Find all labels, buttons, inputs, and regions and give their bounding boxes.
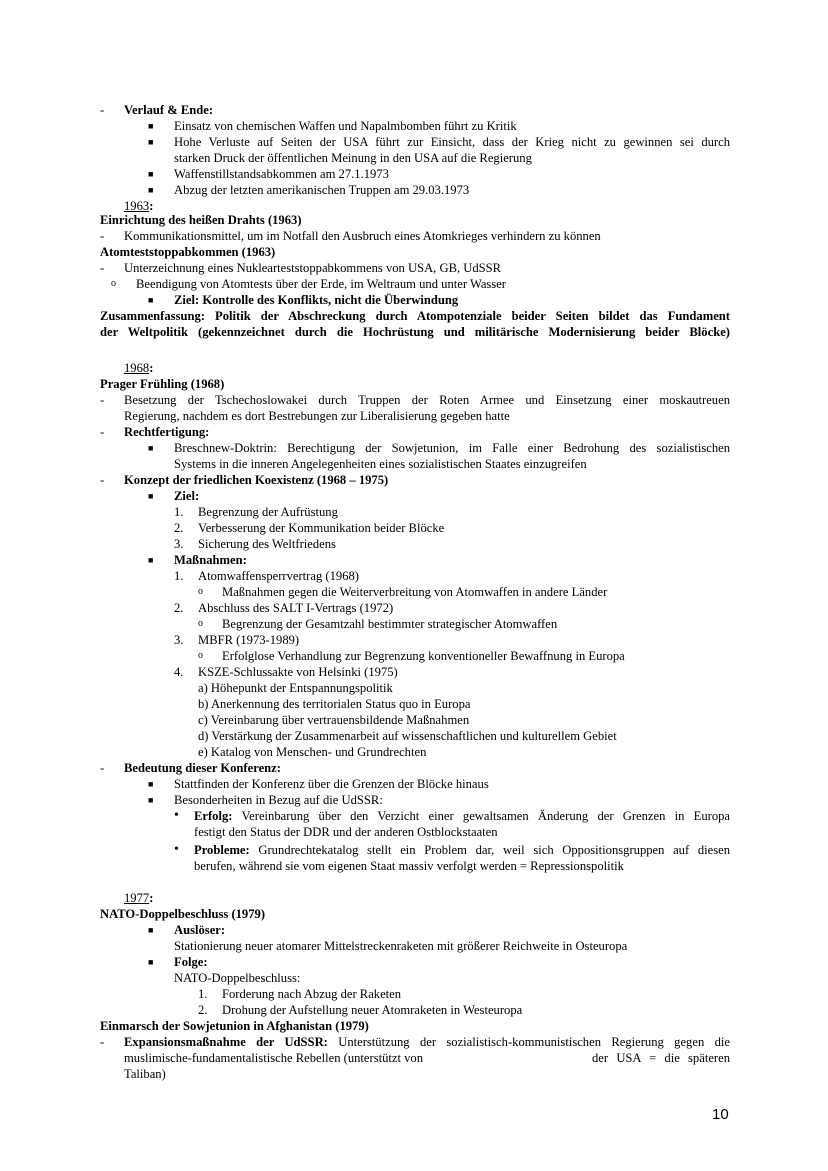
summary-line-1: Zusammenfassung: Politik der Abschreckung durch Atompotenziale beider Seiten bildet das Fundament <box>100 309 730 323</box>
dash-bullet: - <box>100 261 105 275</box>
list-item: Abzug der letzten amerikanischen Truppen am 29.03.1973 <box>174 183 470 197</box>
list-number: 2. <box>198 1003 208 1017</box>
square-bullet: ■ <box>148 295 154 305</box>
ksze-item: e) Katalog von Menschen- und Grundrechten <box>198 745 427 759</box>
topic-title: Einrichtung des heißen Drahts (1963) <box>100 213 302 227</box>
problems-label: Probleme: <box>194 843 250 857</box>
square-bullet: ■ <box>148 491 154 501</box>
problems-text: Grundrechtekatalog stellt ein Problem dar, weil sich Oppositionsgruppen auf diesen <box>258 843 730 857</box>
square-bullet: ■ <box>148 443 154 453</box>
ksze-item: d) Verstärkung der Zusammenarbeit auf wissenschaftlichen und kulturellem Gebiet <box>198 729 617 743</box>
list-item: Breschnew-Doktrin: Berechtigung der Sowjetunion, im Falle einer Bedrohung des sozialistischen <box>174 441 730 455</box>
circle-bullet: o <box>198 650 203 661</box>
numbered-item: KSZE-Schlussakte von Helsinki (1975) <box>198 665 398 679</box>
topic-text-continuation: Regierung, nachdem es dort Bestrebungen zur Liberalisierung gegeben hatte <box>124 409 510 423</box>
list-item: Einsatz von chemischen Waffen und Napalmbomben führt zu Kritik <box>174 119 517 133</box>
result-label: Folge: <box>174 955 208 969</box>
square-bullet: ■ <box>148 169 154 179</box>
topic-text: Besetzung der Tschechoslowakei durch Truppen der Roten Armee und Einsetzung einer moskautreuen <box>124 393 730 407</box>
topic-text: Unterzeichnung eines Nuklearteststoppabkommens von USA, GB, UdSSR <box>124 261 502 275</box>
expansion-text-part: muslimische-fundamentalistische Rebellen (unterstützt von <box>124 1051 424 1065</box>
trigger-label: Auslöser: <box>174 923 226 937</box>
square-bullet: ■ <box>148 555 154 565</box>
success-continuation: festigt den Status der DDR und der anderen Ostblockstaaten <box>194 825 498 839</box>
dash-bullet: - <box>100 229 105 243</box>
sub-item: Erfolglose Verhandlung zur Begrenzung konventioneller Bewaffnung in Europa <box>222 649 625 663</box>
dash-bullet: - <box>100 1035 105 1049</box>
dash-bullet: - <box>100 103 105 117</box>
circle-bullet: o <box>111 278 116 289</box>
square-bullet: ■ <box>148 795 154 805</box>
success-text: Vereinbarung über den Verzicht einer gewaltsamen Änderung der Grenzen in Europa <box>241 809 731 823</box>
list-number: 3. <box>174 537 184 551</box>
trigger-text: Stationierung neuer atomarer Mittelstreckenraketen mit größerer Reichweite in Osteuropa <box>174 939 628 953</box>
success-line <box>194 808 730 824</box>
square-bullet: ■ <box>148 925 154 935</box>
numbered-item: Drohung der Aufstellung neuer Atomraketen in Westeuropa <box>222 1003 523 1017</box>
problems-line <box>194 842 730 858</box>
list-item-continuation: starken Druck der öffentlichen Meinung in den USA auf die Regierung <box>174 151 532 165</box>
list-number: 3. <box>174 633 184 647</box>
year-colon: : <box>149 891 154 905</box>
section-heading: Verlauf & Ende: <box>124 103 214 117</box>
numbered-item: Abschluss des SALT I-Vertrags (1972) <box>198 601 394 615</box>
topic-title: Prager Frühling (1968) <box>100 377 225 391</box>
dash-bullet: - <box>100 425 105 439</box>
topic-title: Einmarsch der Sowjetunion in Afghanistan (1979) <box>100 1019 369 1033</box>
year-colon: : <box>149 199 154 213</box>
sub-item: Maßnahmen gegen die Weiterverbreitung von Atomwaffen in andere Länder <box>222 585 608 599</box>
list-item: Stattfinden der Konferenz über die Grenzen der Blöcke hinaus <box>174 777 489 791</box>
expansion-line <box>124 1034 730 1050</box>
ksze-item: a) Höhepunkt der Entspannungspolitik <box>198 681 393 695</box>
circle-bullet: o <box>198 618 203 629</box>
subsection-heading: Konzept der friedlichen Koexistenz (1968 – 1975) <box>124 473 389 487</box>
circle-bullet: o <box>198 586 203 597</box>
square-bullet: ■ <box>148 779 154 789</box>
square-bullet: ■ <box>148 121 154 131</box>
expansion-label: Expansionsmaßnahme der UdSSR: <box>124 1035 328 1049</box>
topic-text: Beendigung von Atomtests über der Erde, im Weltraum und unter Wasser <box>136 277 506 291</box>
list-item: Waffenstillstandsabkommen am 27.1.1973 <box>174 167 389 181</box>
page-number: 10 <box>712 1106 729 1123</box>
subsection-heading: Bedeutung dieser Konferenz: <box>124 761 281 775</box>
expansion-text-part: der USA = die späteren <box>592 1051 730 1065</box>
list-item: Hohe Verluste auf Seiten der USA führt zur Einsicht, dass der Krieg nicht zu gewinnen sei durch <box>174 135 730 149</box>
problems-continuation: berufen, während sie vom eigenen Staat massiv verfolgt werden = Repressionspolitik <box>194 859 624 873</box>
goal-text: Ziel: Kontrolle des Konflikts, nicht die Überwindung <box>174 293 459 307</box>
topic-title: Atomteststoppabkommen (1963) <box>100 245 276 259</box>
square-bullet: ■ <box>148 185 154 195</box>
round-bullet: • <box>174 808 179 823</box>
subsection-heading: Rechtfertigung: <box>124 425 210 439</box>
square-bullet: ■ <box>148 957 154 967</box>
year-label: 1963 <box>124 199 150 213</box>
dash-bullet: - <box>100 393 105 407</box>
result-text: NATO-Doppelbeschluss: <box>174 971 301 985</box>
year-heading <box>124 890 153 906</box>
list-number: 1. <box>174 505 184 519</box>
summary-line-2: der Weltpolitik (gekennzeichnet durch die Hochrüstung und militärische Modernisierung beider Blöcke) <box>100 325 730 339</box>
ksze-item: b) Anerkennung des territorialen Status quo in Europa <box>198 697 471 711</box>
expansion-text-end: Taliban) <box>124 1067 166 1081</box>
topic-text: Kommunikationsmittel, um im Notfall den Ausbruch eines Atomkrieges verhindern zu können <box>124 229 601 243</box>
dash-bullet: - <box>100 761 105 775</box>
list-number: 4. <box>174 665 184 679</box>
list-number: 1. <box>198 987 208 1001</box>
ksze-item: c) Vereinbarung über vertrauensbildende Maßnahmen <box>198 713 470 727</box>
year-heading <box>124 360 153 376</box>
goal-label: Ziel: <box>174 489 200 503</box>
year-label: 1968 <box>124 361 150 375</box>
year-label: 1977 <box>124 891 150 905</box>
list-item: Besonderheiten in Bezug auf die UdSSR: <box>174 793 383 807</box>
topic-title: NATO-Doppelbeschluss (1979) <box>100 907 266 921</box>
numbered-item: Verbesserung der Kommunikation beider Blöcke <box>198 521 445 535</box>
numbered-item: MBFR (1973-1989) <box>198 633 300 647</box>
sub-item: Begrenzung der Gesamtzahl bestimmter strategischer Atomwaffen <box>222 617 558 631</box>
numbered-item: Atomwaffensperrvertrag (1968) <box>198 569 359 583</box>
list-number: 2. <box>174 601 184 615</box>
expansion-text: Unterstützung der sozialistisch-kommunistischen Regierung gegen die <box>338 1035 730 1049</box>
measures-label: Maßnahmen: <box>174 553 247 567</box>
numbered-item: Begrenzung der Aufrüstung <box>198 505 338 519</box>
numbered-item: Sicherung des Weltfriedens <box>198 537 336 551</box>
square-bullet: ■ <box>148 137 154 147</box>
numbered-item: Forderung nach Abzug der Raketen <box>222 987 402 1001</box>
list-number: 2. <box>174 521 184 535</box>
list-number: 1. <box>174 569 184 583</box>
list-item-continuation: Systems in die inneren Angelegenheiten eines sozialistischen Staates einzugreifen <box>174 457 587 471</box>
round-bullet: • <box>174 842 179 857</box>
year-colon: : <box>149 361 154 375</box>
success-label: Erfolg: <box>194 809 233 823</box>
dash-bullet: - <box>100 473 105 487</box>
